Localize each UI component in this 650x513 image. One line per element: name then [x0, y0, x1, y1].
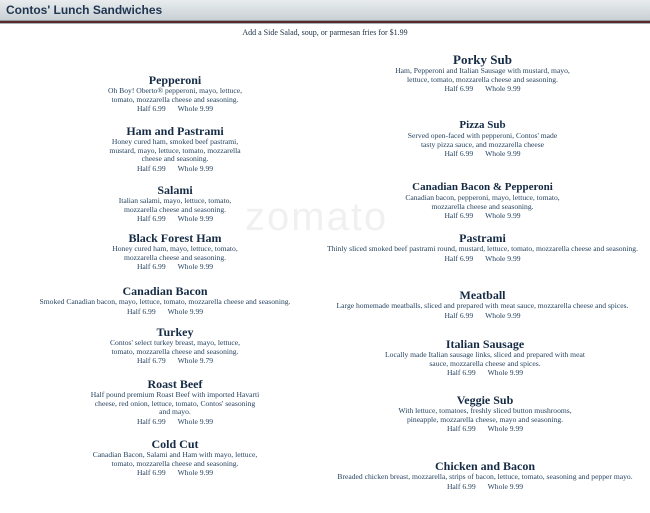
item-name: Roast Beef	[147, 377, 203, 391]
menu-item	[385, 337, 585, 377]
item-name: Pepperoni	[148, 73, 202, 87]
item-name: Cold Cut	[151, 437, 199, 451]
item-description: Honey cured ham, smoked beef pastrami, mustard, mayo, lettuce, tomato, mozzarella cheese and seasoning.	[109, 137, 241, 164]
menu-item	[85, 231, 265, 271]
whole-price: Whole 9.99	[485, 84, 521, 94]
item-name: Black Forest Ham	[128, 231, 222, 245]
whole-price: Whole 9.99	[177, 163, 214, 173]
item-description: Locally made Italian sausage links, sliced and prepared with meat sauce, mozzarella cheese and spices.	[385, 350, 585, 368]
item-price	[330, 482, 640, 491]
item-name: Italian Sausage	[445, 337, 525, 351]
item-price	[385, 368, 585, 377]
whole-price: Whole 9.99	[485, 149, 521, 159]
item-description: Large homemade meatballs, sliced and prepared with meat sauce, mozzarella cheese and spices.	[336, 301, 629, 310]
menu-item	[15, 284, 315, 316]
whole-price: Whole 9.99	[487, 481, 524, 491]
item-price	[15, 307, 315, 316]
watermark-logo: zomato	[245, 195, 389, 239]
whole-price: Whole 9.79	[177, 356, 214, 366]
item-description: Smoked Canadian bacon, mayo, lettuce, tomato, mozzarella cheese and seasoning.	[39, 297, 291, 306]
whole-price: Whole 9.99	[485, 310, 521, 320]
item-price	[385, 84, 580, 93]
half-price: Half 6.99	[444, 310, 474, 320]
whole-price: Whole 9.99	[177, 262, 214, 272]
item-description: Canadian bacon, pepperoni, mayo, lettuce, tomato, mozzarella cheese and seasoning.	[405, 193, 560, 211]
item-description: Ham, Pepperoni and Italian Sausage with mustard, mayo, lettuce, tomato, mozzarella cheese and seasoning.	[395, 66, 570, 84]
item-name: Canadian Bacon & Pepperoni	[412, 181, 553, 193]
item-description: Honey cured ham, mayo, lettuce, tomato, mozzarella cheese and seasoning.	[112, 244, 238, 262]
item-price	[395, 424, 575, 433]
half-price: Half 6.99	[444, 84, 474, 94]
half-price: Half 6.79	[136, 356, 166, 366]
item-price	[320, 311, 645, 320]
side-note: Add a Side Salad, soup, or parmesan fries for $1.99	[242, 28, 408, 37]
item-price	[75, 468, 275, 477]
item-name: Canadian Bacon	[122, 284, 208, 298]
half-price: Half 6.99	[444, 149, 474, 159]
page-header	[0, 0, 650, 21]
item-description: Half pound premium Roast Beef with imported Havarti cheese, red onion, lettuce, tomato, Contos' seasoning and mayo.	[90, 390, 260, 417]
menu-item	[330, 459, 640, 491]
menu-item	[395, 393, 575, 433]
half-price: Half 6.99	[136, 104, 166, 114]
whole-price: Whole 9.99	[167, 306, 204, 316]
menu-item	[320, 288, 645, 320]
item-description: Italian salami, mayo, lettuce, tomato, mozzarella cheese and seasoning.	[118, 196, 232, 214]
item-description: Thinly sliced smoked beef pastrami round, mustard, lettuce, tomato, mozzarella cheese and seasoning.	[326, 244, 639, 253]
half-price: Half 6.99	[446, 481, 476, 491]
half-price: Half 6.99	[136, 468, 166, 478]
half-price: Half 6.99	[444, 253, 474, 263]
item-price	[390, 211, 575, 220]
item-price	[85, 214, 265, 223]
item-name: Turkey	[156, 325, 194, 339]
menu-item	[85, 183, 265, 223]
half-price: Half 6.99	[136, 262, 166, 272]
half-price: Half 6.99	[446, 424, 476, 434]
whole-price: Whole 9.99	[177, 416, 214, 426]
whole-price: Whole 9.99	[487, 424, 524, 434]
whole-price: Whole 9.99	[485, 211, 521, 221]
item-name: Chicken and Bacon	[434, 459, 536, 473]
item-description: Served open-faced with pepperoni, Contos' made tasty pizza sauce, and mozzarella cheese	[407, 131, 558, 149]
item-description: Contos' select turkey breast, mayo, lettuce, tomato, mozzarella cheese and seasoning.	[109, 338, 240, 356]
menu-item	[80, 377, 270, 426]
item-name: Pizza Sub	[459, 119, 506, 131]
item-description: Breaded chicken breast, mozzarella, strips of bacon, lettuce, tomato, seasoning and pepper mayo.	[337, 472, 633, 481]
half-price: Half 6.99	[136, 214, 166, 224]
item-description: With lettuce, tomatoes, freshly sliced button mushrooms, pineapple, mozzarella cheese, mayo and seasoning.	[398, 406, 572, 424]
whole-price: Whole 9.99	[177, 214, 214, 224]
half-price: Half 6.99	[446, 368, 476, 378]
menu-item	[390, 180, 575, 220]
menu-item	[85, 73, 265, 113]
item-name: Salami	[157, 183, 193, 197]
menu-item	[85, 124, 265, 173]
whole-price: Whole 9.99	[487, 368, 524, 378]
item-description: Canadian Bacon, Salami and Ham with mayo, lettuce, tomato, mozzarella cheese and seasoning.	[92, 450, 258, 468]
item-name: Porky Sub	[453, 52, 512, 67]
item-price	[325, 254, 640, 263]
whole-price: Whole 9.99	[177, 468, 214, 478]
item-name: Pastrami	[459, 231, 506, 245]
item-price	[400, 149, 565, 158]
menu-item	[75, 437, 275, 477]
page-title: Contos' Lunch Sandwiches	[6, 3, 163, 17]
item-name: Meatball	[459, 288, 506, 302]
item-description: Oh Boy! Oberto® pepperoni, mayo, lettuce, tomato, mozzarella cheese and seasoning.	[108, 86, 242, 104]
menu-item	[385, 53, 580, 93]
menu-item	[85, 325, 265, 365]
menu-item	[400, 118, 565, 158]
half-price: Half 6.99	[136, 416, 166, 426]
item-price	[85, 262, 265, 271]
half-price: Half 6.99	[126, 306, 156, 316]
menu-item	[325, 231, 640, 263]
whole-price: Whole 9.99	[485, 253, 521, 263]
header-rule-secondary	[0, 23, 650, 24]
whole-price: Whole 9.99	[177, 104, 214, 114]
half-price: Half 6.99	[136, 163, 166, 173]
item-price	[85, 164, 265, 173]
item-name: Ham and Pastrami	[126, 124, 224, 138]
item-price	[85, 104, 265, 113]
item-price	[80, 417, 270, 426]
item-name: Veggie Sub	[456, 393, 514, 407]
half-price: Half 6.99	[444, 211, 474, 221]
item-price	[85, 356, 265, 365]
